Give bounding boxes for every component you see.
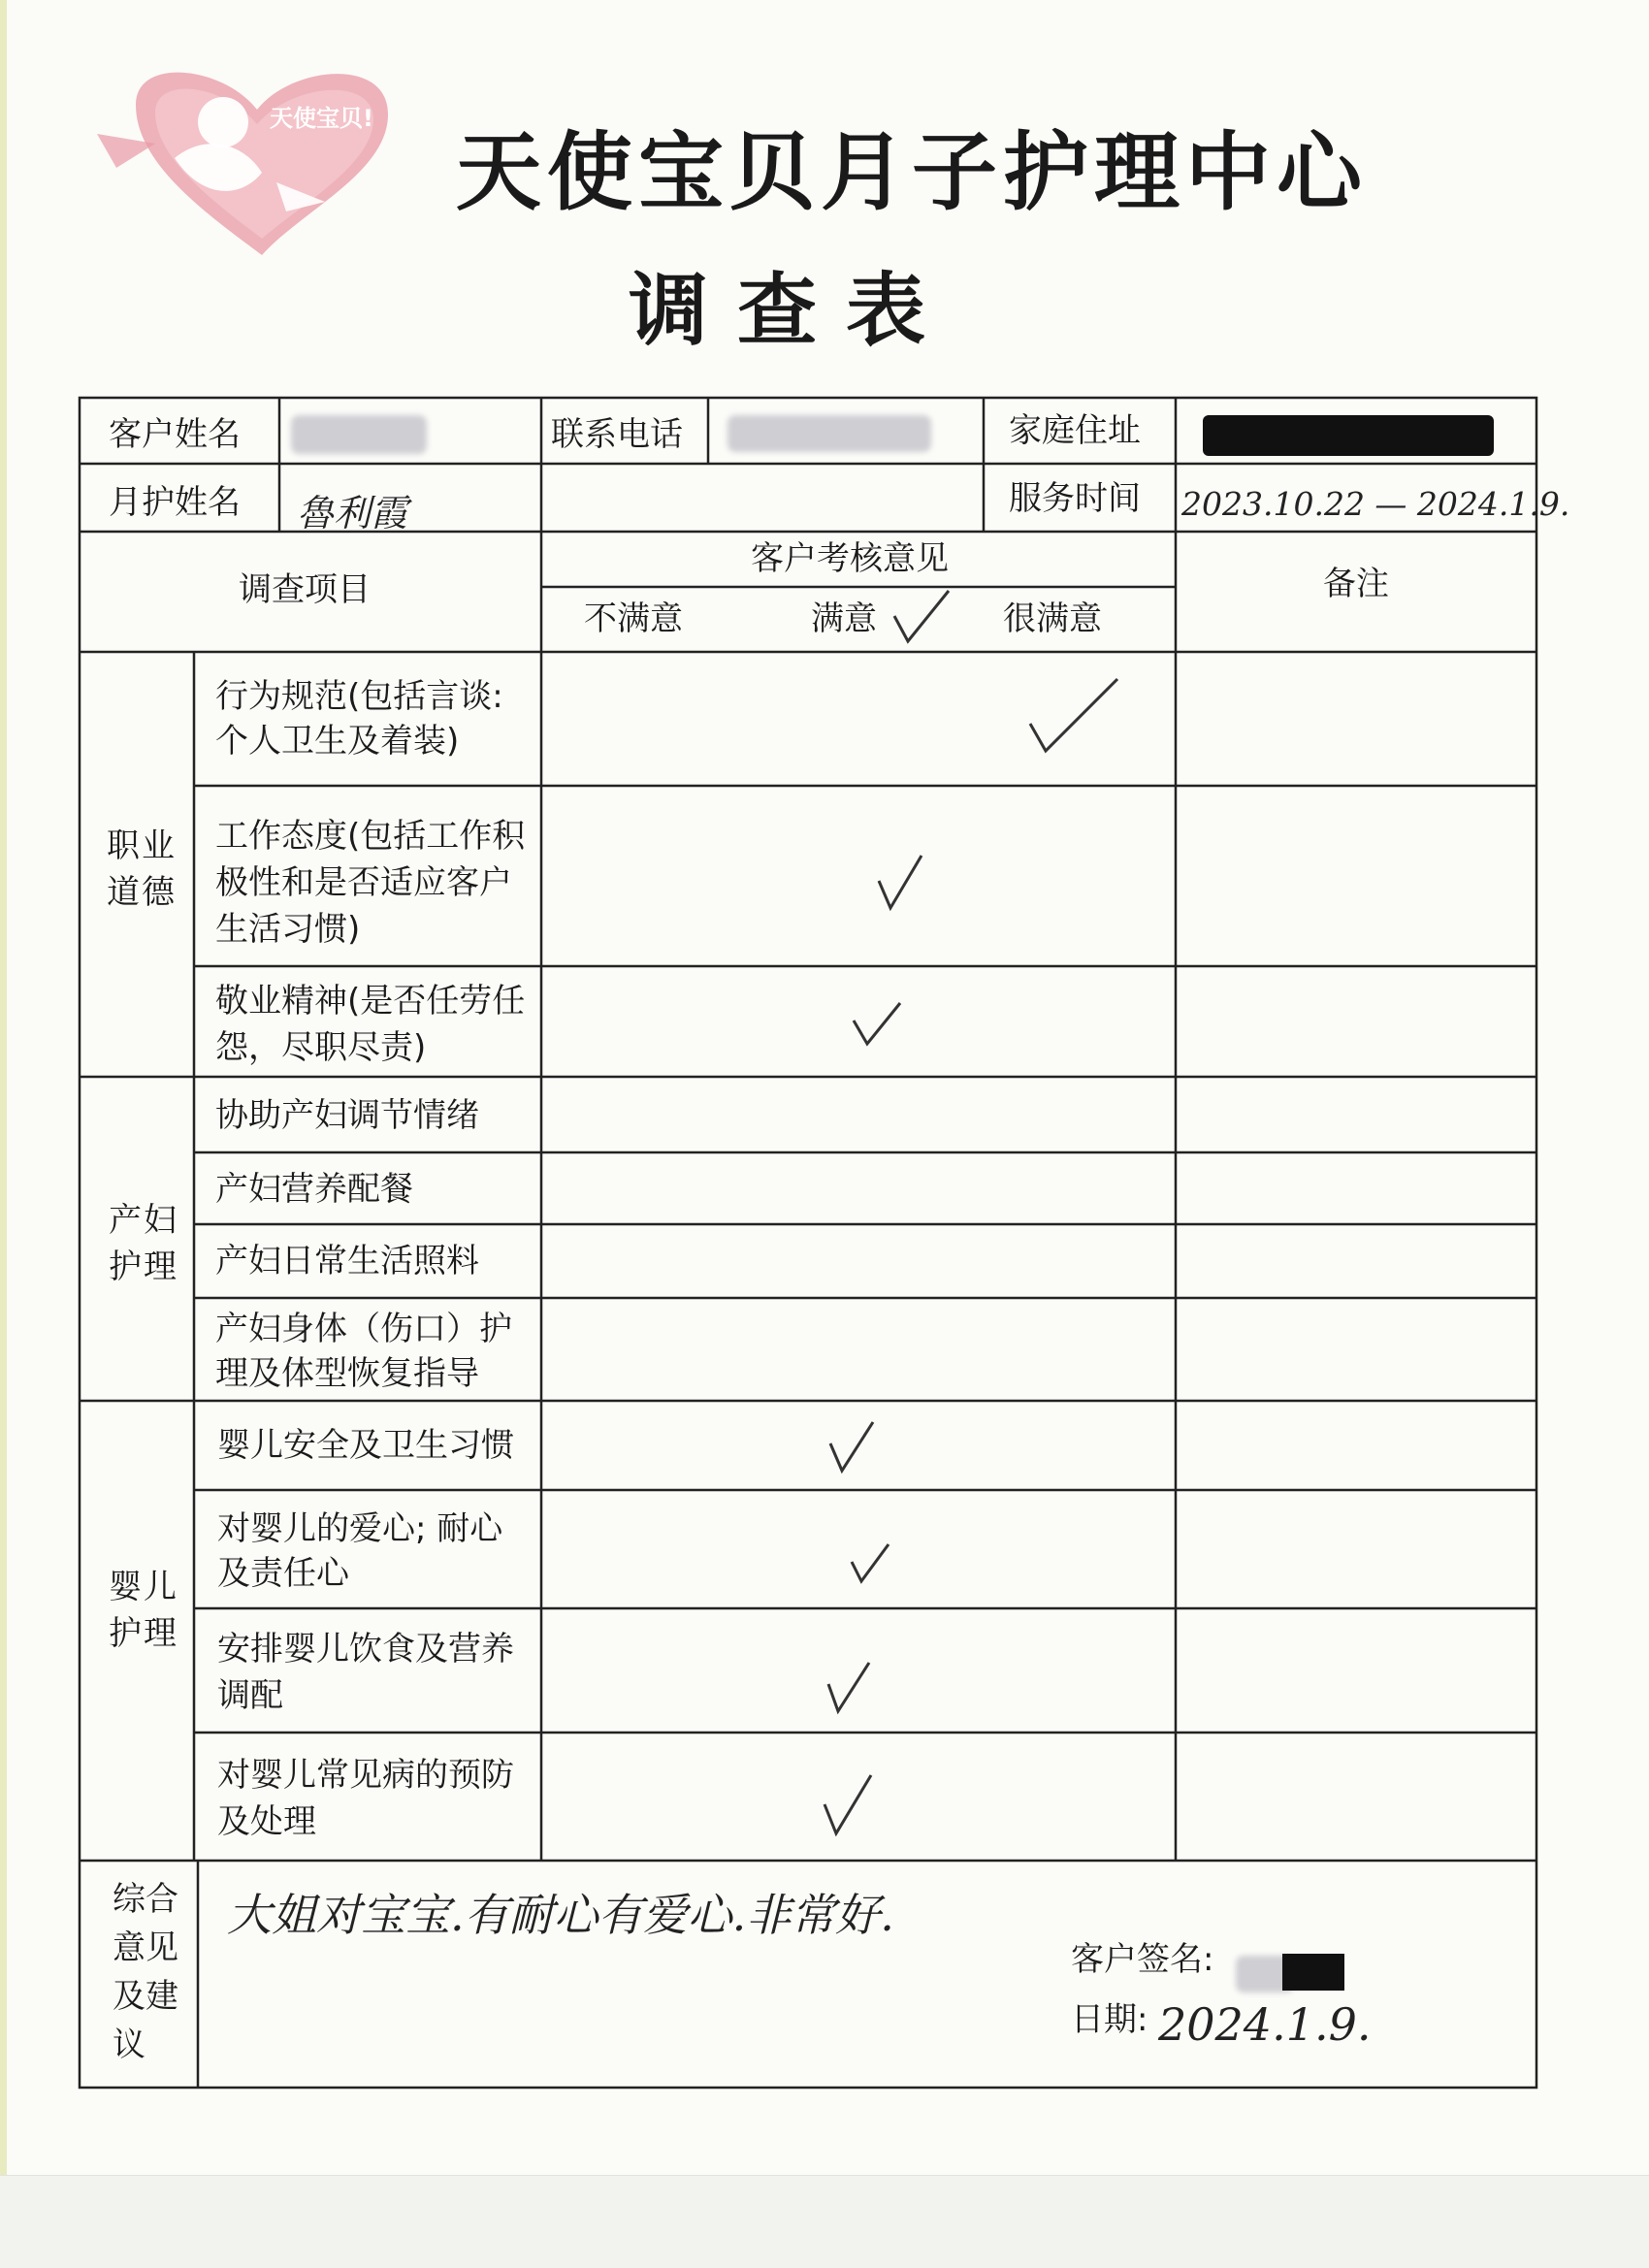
phone-redaction — [728, 415, 931, 452]
date-label: 日期: — [1071, 2000, 1148, 2039]
survey-item-header: 调查项目 — [239, 570, 371, 609]
item-label: 协助产妇调节情绪 — [215, 1096, 479, 1135]
item-label: 产妇身体（伤口）护 — [215, 1310, 512, 1348]
nanny-name-value: 魯利霞 — [297, 492, 408, 535]
check-mark-satisfied — [850, 999, 904, 1048]
check-mark-satisfied — [821, 1771, 875, 1837]
item-label: 极性和是否适应客户 — [215, 863, 512, 902]
comments-label-line: 议 — [113, 2025, 146, 2064]
logo-text: 天使宝贝! — [270, 105, 373, 132]
comments-label-line: 综合 — [113, 1880, 178, 1919]
page-title: 天使宝贝月子护理中心 — [456, 122, 1369, 222]
item-label: 个人卫生及着装) — [215, 722, 460, 761]
rating-unsatisfied: 不满意 — [584, 599, 683, 638]
item-label: 婴儿安全及卫生习惯 — [217, 1426, 514, 1465]
group-professional-ethics-line1: 职业道德 — [107, 826, 177, 912]
item-label: 对婴儿的爱心; 耐心 — [217, 1509, 503, 1548]
customer-name-redaction — [291, 415, 427, 454]
check-mark-satisfied — [848, 1540, 892, 1585]
item-label: 及处理 — [217, 1802, 316, 1841]
comments-label-line: 及建 — [113, 1977, 178, 2016]
notes-header: 备注 — [1323, 565, 1389, 603]
rating-very-satisfied: 很满意 — [1003, 599, 1102, 638]
item-label: 调配 — [217, 1676, 283, 1715]
nanny-name-label: 月护姓名 — [109, 483, 241, 522]
service-time-value: 2023.10.22 — 2024.1.9. — [1181, 485, 1570, 523]
comments-text: 大姐对宝宝.有耐心有爱心.非常好. — [227, 1889, 894, 1941]
customer-name-label: 客户姓名 — [109, 415, 241, 454]
check-mark-satisfied — [875, 852, 925, 912]
item-label: 对婴儿常见病的预防 — [217, 1756, 514, 1795]
group-maternal-care: 产妇护理 — [109, 1201, 178, 1286]
item-label: 理及体型恢复指导 — [215, 1354, 479, 1393]
customer-opinion-header: 客户考核意见 — [751, 539, 949, 578]
signature-redaction — [1282, 1954, 1344, 1991]
check-mark-satisfied — [824, 1659, 873, 1715]
address-redaction — [1203, 415, 1494, 456]
header-check-mark — [890, 587, 953, 647]
item-label: 敬业精神(是否任劳任 — [215, 982, 526, 1021]
group-infant-care: 婴儿护理 — [109, 1568, 178, 1653]
check-mark-very-satisfied — [1024, 675, 1121, 755]
date-value: 2024.1.9. — [1158, 1998, 1372, 2051]
item-label: 怨，尽职尽责) — [215, 1028, 427, 1067]
signature-label: 客户签名: — [1071, 1940, 1214, 1979]
item-label: 产妇日常生活照料 — [215, 1242, 479, 1280]
item-label: 行为规范(包括言谈: — [215, 677, 503, 716]
address-label: 家庭住址 — [1009, 411, 1141, 450]
item-label: 生活习惯) — [215, 910, 361, 949]
service-time-label: 服务时间 — [1009, 479, 1141, 518]
check-mark-satisfied — [826, 1418, 877, 1474]
phone-label: 联系电话 — [551, 415, 683, 454]
item-label: 产妇营养配餐 — [215, 1170, 413, 1209]
comments-label-line: 意见 — [113, 1928, 178, 1967]
item-label: 工作态度(包括工作积 — [215, 817, 526, 856]
item-label: 安排婴儿饮食及营养 — [217, 1630, 514, 1669]
page-subtitle: 调查表 — [629, 265, 955, 357]
rating-satisfied: 满意 — [811, 599, 877, 638]
item-label: 及责任心 — [217, 1554, 349, 1593]
